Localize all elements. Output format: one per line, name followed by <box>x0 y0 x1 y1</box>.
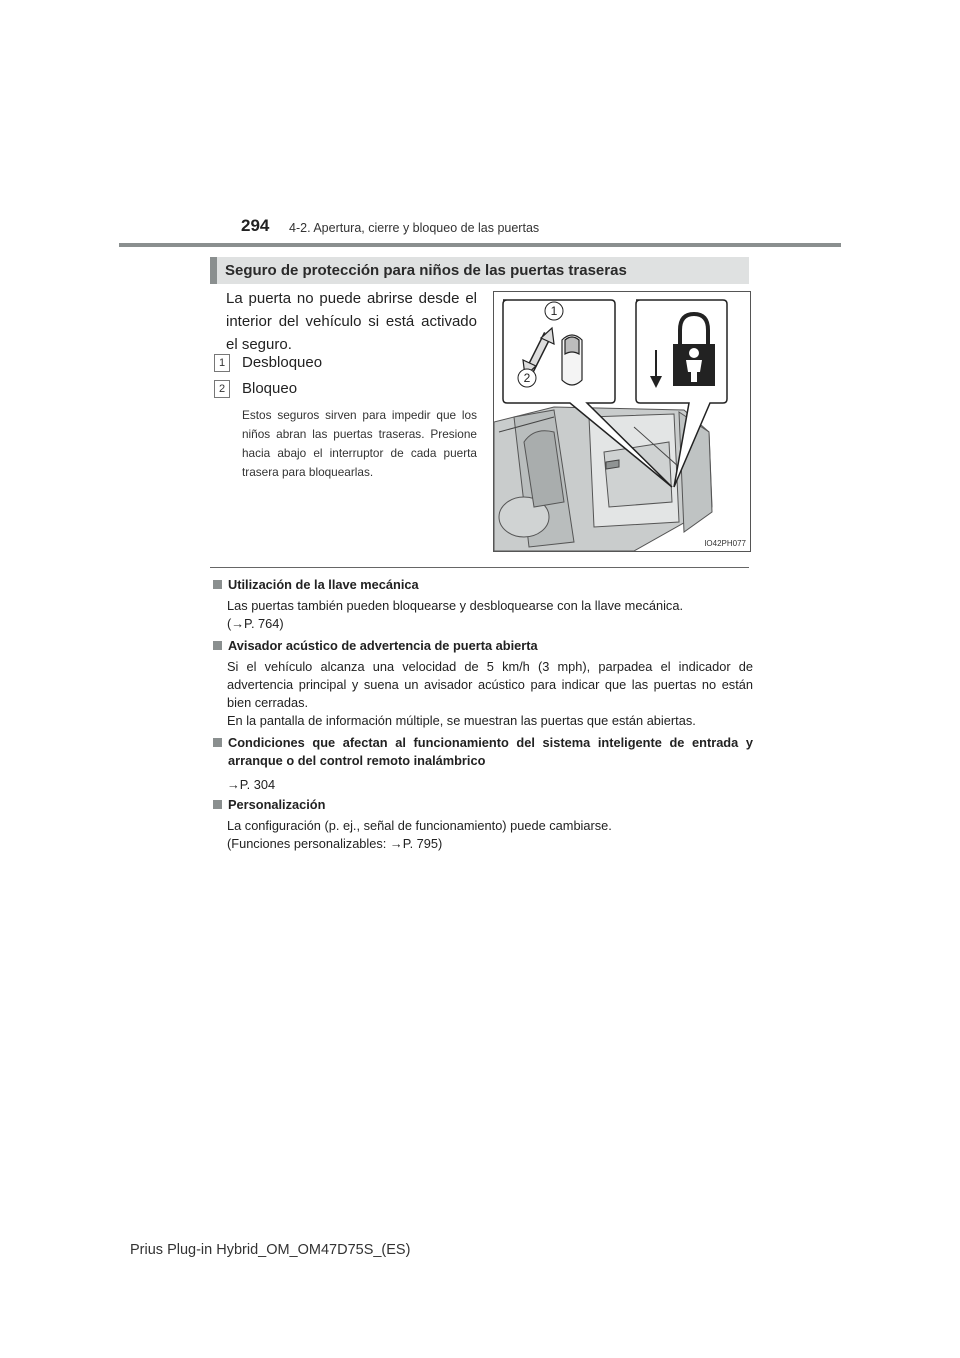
section-separator <box>210 567 749 568</box>
section-title: Seguro de protección para niños de las puertas traseras <box>225 262 627 279</box>
square-bullet-icon <box>213 738 222 747</box>
page-number: 294 <box>241 216 270 235</box>
item-number-badge: 2 <box>214 380 230 398</box>
callout-1: 1 <box>550 304 558 318</box>
subsection-title: Avisador acústico de advertencia de puerta abierta <box>228 638 538 653</box>
subsection-mechanical-key <box>213 576 753 633</box>
subsection-door-open-warning <box>213 637 753 730</box>
numbered-item-unlock <box>214 354 322 372</box>
square-bullet-icon <box>213 580 222 589</box>
subsection-body-line: En la pantalla de información múltiple, se muestran las puertas que están abiertas. <box>227 713 696 728</box>
subsection-title: Utilización de la llave mecánica <box>228 577 419 592</box>
square-bullet-icon <box>213 800 222 809</box>
child-lock-illustration <box>493 291 751 552</box>
item-label: Desbloqueo <box>242 354 323 371</box>
section-accent <box>210 257 217 284</box>
numbered-item-lock <box>214 380 297 398</box>
subsection-title: Condiciones que afectan al funcionamiento del sistema inteligente de entrada y arranque o del control remoto inalámbrico <box>228 735 753 768</box>
door-illustration-svg <box>494 292 750 551</box>
chapter-title: 4-2. Apertura, cierre y bloqueo de las puertas <box>289 221 540 235</box>
item-label: Bloqueo <box>242 380 298 397</box>
footer-document-id: Prius Plug-in Hybrid_OM_OM47D75S_(ES) <box>130 1242 411 1258</box>
figure-code: IO42PH077 <box>704 539 746 548</box>
subsection-body-line: (→P. 764) <box>227 616 284 631</box>
square-bullet-icon <box>213 641 222 650</box>
subsection-body-line: Las puertas también pueden bloquearse y desbloquearse con la llave mecánica. <box>227 598 684 613</box>
subsection-customization <box>213 796 753 853</box>
callout-2: 2 <box>523 371 531 385</box>
section-note: Estos seguros sirven para impedir que los niños abran las puertas traseras. Presione hacia abajo el interruptor de cada puerta trasera para bloquearlas. <box>242 408 477 479</box>
subsection-body-line: (Funciones personalizables: →P. 795) <box>227 836 443 851</box>
subsection-smart-entry-conditions <box>213 734 753 794</box>
item-number-badge: 1 <box>214 354 230 372</box>
subsection-body-line: La configuración (p. ej., señal de funcionamiento) puede cambiarse. <box>227 818 612 833</box>
section-intro: La puerta no puede abrirse desde el interior del vehículo si está activado el seguro. <box>226 290 477 353</box>
header-rule <box>119 243 841 247</box>
subsection-title: Personalización <box>228 797 326 812</box>
subsection-body-line: Si el vehículo alcanza una velocidad de 5 km/h (3 mph), parpadea el indicador de advertencia principal y suena un avisador acústico para indicar que las puertas no están bien cerradas. <box>227 659 753 710</box>
subsection-body-line: →P. 304 <box>227 777 276 792</box>
section-title-bar <box>210 257 749 284</box>
